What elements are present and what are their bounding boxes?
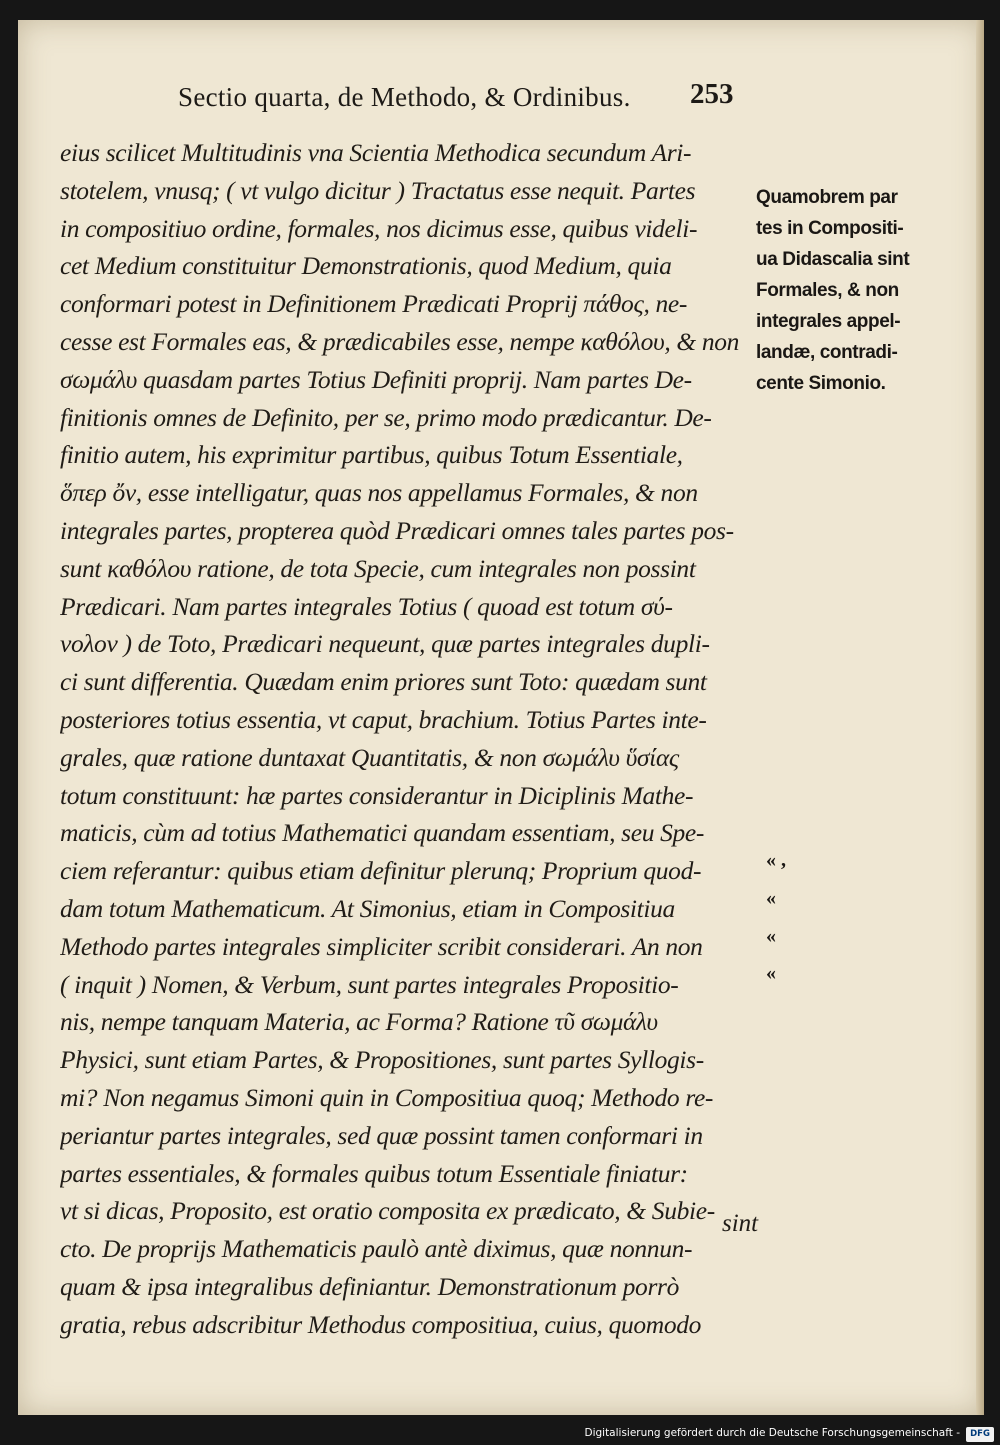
text-line: gratia, rebus adscribitur Methodus compositiua, cuius, quomodo (60, 1309, 702, 1339)
text-line: ( inquit ) Nomen, & Verbum, sunt partes integrales Propositio- (60, 969, 679, 999)
text-line: finitio autem, his exprimitur partibus, quibus Totum Essentiale, (60, 440, 683, 470)
text-line: finitionis omnes de Definito, per se, primo modo prædicantur. De- (60, 402, 712, 432)
text-line: Prædicari. Nam partes integrales Totius ( quoad est totum σύ- (60, 591, 673, 621)
quotation-mark: « , (766, 849, 786, 871)
margin-note-line: Formales, & non (756, 280, 899, 301)
page-header (18, 78, 984, 122)
running-title: Sectio quarta, de Methodo, & Ordinibus. (178, 82, 631, 112)
text-line: σωμάλυ quasdam partes Totius Definiti proprij. Nam partes De- (60, 364, 692, 394)
text-line: periantur partes integrales, sed quæ possint tamen conformari in (60, 1120, 703, 1150)
margin-note-line: integrales appel- (756, 311, 901, 332)
text-line: ὅπερ ὄν, esse intelligatur, quas nos appellamus Formales, & non (60, 478, 698, 508)
margin-note (756, 182, 936, 399)
text-line: quam & ipsa integralibus definiantur. Demonstrationum porrò (60, 1271, 680, 1301)
margin-note-line: ua Didascalia sint (756, 249, 910, 270)
text-line: ci sunt differentia. Quædam enim priores sunt Toto: quædam sunt (60, 667, 707, 697)
margin-note-line: landæ, contradi- (756, 342, 898, 363)
margin-note-line: cente Simonio. (756, 373, 886, 394)
quotation-mark: « (766, 962, 776, 985)
dfg-logo: DFG (966, 1427, 994, 1442)
quotation-marks (766, 842, 786, 993)
page-number: 253 (690, 78, 734, 110)
text-line: maticis, cùm ad totius Mathematici quandam essentiam, seu Spe- (60, 818, 705, 848)
text-line: vt si dicas, Proposito, est oratio composita ex prædicato, & Subie- (60, 1196, 715, 1226)
page-edge (976, 20, 984, 1415)
quotation-mark: « (766, 886, 776, 909)
text-line: conformari potest in Definitionem Prædicati Proprij πάθος, ne- (60, 289, 688, 319)
text-line: totum constituunt: hæ partes considerantur in Diciplinis Mathe- (60, 780, 694, 810)
quotation-mark: « (766, 924, 776, 947)
text-line: eius scilicet Multitudinis vna Scientia Methodica secundum Ari- (60, 138, 692, 167)
margin-note-line: tes in Compositi- (756, 218, 904, 239)
text-line: cesse est Formales eas, & prædicabiles esse, nempe καθόλου, & non (60, 326, 740, 356)
book-page (18, 20, 984, 1415)
text-line: in compositiuo ordine, formales, nos dicimus esse, quibus videli- (60, 213, 698, 243)
text-line: sunt καθόλου ratione, de tota Specie, cum integrales non possint (60, 553, 696, 583)
text-line: partes essentiales, & formales quibus totum Essentiale finiatur: (60, 1158, 688, 1188)
text-line: integrales partes, propterea quòd Prædicari omnes tales partes pos- (60, 515, 734, 545)
text-line: cto. De proprijs Mathematicis paulò antè diximus, quæ nonnun- (60, 1234, 693, 1264)
text-line: ciem referantur: quibus etiam definitur plerunq; Proprium quod- (60, 856, 702, 886)
text-line: dam totum Mathematicum. At Simonius, etiam in Compositiua (60, 893, 675, 923)
text-line: cet Medium constituitur Demonstrationis, quod Medium, quia (60, 251, 672, 281)
catchword: sint (722, 1210, 759, 1237)
text-line: grales, quæ ratione duntaxat Quantitatis, & non σωμάλυ ὕσίας (60, 742, 679, 772)
text-line: νολον ) de Toto, Prædicari nequeunt, quæ partes integrales dupli- (60, 629, 710, 659)
text-line: stotelem, vnusq; ( vt vulgo dicitur ) Tractatus esse nequit. Partes (60, 175, 696, 205)
text-line: nis, nempe tanquam Materia, ac Forma? Ratione τῦ σωμάλυ (60, 1007, 658, 1037)
body-text (60, 134, 760, 1344)
text-line: Methodo partes integrales simpliciter scribit considerari. An non (60, 931, 703, 961)
footer-bar (0, 1426, 1000, 1445)
text-line: Physici, sunt etiam Partes, & Propositiones, sunt partes Syllogis- (60, 1045, 704, 1075)
margin-note-line: Quamobrem par (756, 187, 898, 208)
footer-credit: Digitalisierung gefördert durch die Deutsche Forschungsgemeinschaft - (584, 1427, 960, 1439)
text-line: posteriores totius essentia, vt caput, brachium. Totius Partes inte- (60, 704, 707, 734)
text-line: mi? Non negamus Simoni quin in Compositiua quoq; Methodo re- (60, 1082, 714, 1112)
